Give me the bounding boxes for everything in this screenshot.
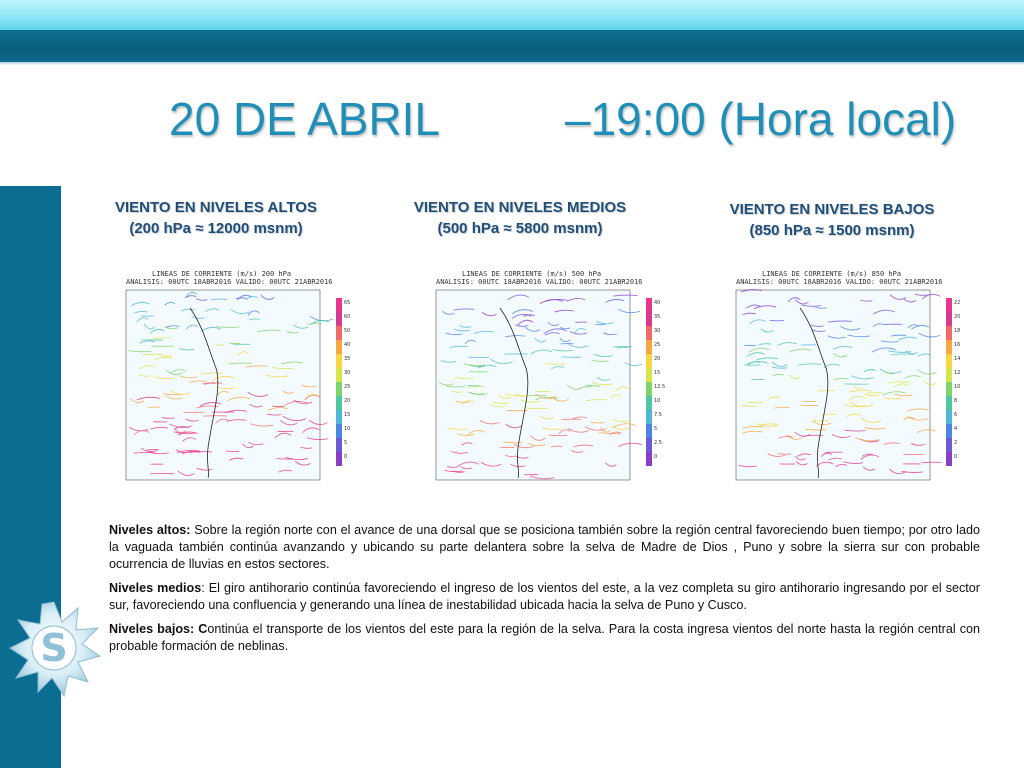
map-frame bbox=[736, 290, 930, 480]
paragraph-high-text: Sobre la región norte con el avance de una dorsal que se posiciona también sobre la región central favoreciendo buen tiempo; por otro lado la vaguada también continúa avanzando y ubicando su parte delantera sobre la selva de Madre de Dios , Puno y sobre la sierra sur con probable ocurrencia de lluvias en estos sectores. bbox=[109, 523, 980, 571]
colorbar-segment bbox=[946, 326, 952, 340]
colorbar-segment bbox=[336, 298, 342, 312]
colorbar-segment bbox=[336, 312, 342, 326]
colorbar-label: 20 bbox=[344, 398, 351, 404]
colorbar-segment bbox=[336, 452, 342, 466]
panel-heading-low-line1: VIENTO EN NIVELES BAJOS bbox=[729, 201, 935, 218]
colorbar-label: 0 bbox=[344, 454, 348, 460]
streamline-plot bbox=[422, 268, 666, 490]
colorbar-label: 5 bbox=[654, 426, 658, 432]
colorbar-label: 20 bbox=[954, 314, 961, 320]
colorbar-label: 40 bbox=[654, 300, 661, 306]
colorbar-label: 15 bbox=[344, 412, 351, 418]
streamline-map-850hpa bbox=[722, 268, 962, 490]
colorbar-label: 4 bbox=[954, 426, 958, 432]
colorbar-label: 30 bbox=[344, 370, 351, 376]
colorbar-label: 30 bbox=[654, 328, 661, 334]
colorbar-label: 16 bbox=[954, 342, 961, 348]
paragraph-low-text: ontinúa el transporte de los vientos del este para la región de la selva. Para la costa ingresa vientos del norte hasta la región central con probable formación de neblinas. bbox=[109, 622, 980, 653]
colorbar-segment bbox=[646, 382, 652, 396]
streamline bbox=[229, 343, 239, 344]
streamline-plot bbox=[722, 268, 962, 490]
colorbar-segment bbox=[646, 410, 652, 424]
svg-text:S: S bbox=[40, 626, 68, 670]
colorbar-segment bbox=[336, 340, 342, 354]
streamline bbox=[778, 454, 792, 455]
colorbar-segment bbox=[646, 354, 652, 368]
colorbar-label: 65 bbox=[344, 300, 351, 306]
colorbar-segment bbox=[646, 298, 652, 312]
map-caption-analysis: ANALISIS: 00UTC 18ABR2016 VALIDO: 00UTC 21ABR2016 bbox=[126, 278, 333, 286]
colorbar-label: 10 bbox=[954, 384, 961, 390]
colorbar-segment bbox=[646, 452, 652, 466]
colorbar-segment bbox=[336, 410, 342, 424]
colorbar-label: 10 bbox=[654, 398, 661, 404]
colorbar-segment bbox=[646, 326, 652, 340]
colorbar-segment bbox=[646, 312, 652, 326]
map-caption-title: LINEAS DE CORRIENTE (m/s) 500 hPa bbox=[462, 270, 602, 278]
colorbar-segment bbox=[336, 438, 342, 452]
colorbar-segment bbox=[336, 326, 342, 340]
colorbar-segment bbox=[946, 298, 952, 312]
colorbar-segment bbox=[646, 424, 652, 438]
map-frame bbox=[436, 290, 630, 480]
colorbar-segment bbox=[336, 368, 342, 382]
map-frame bbox=[126, 290, 320, 480]
analysis-text bbox=[109, 522, 980, 662]
colorbar-label: 20 bbox=[654, 356, 661, 362]
colorbar-label: 2.5 bbox=[654, 440, 662, 446]
colorbar-segment bbox=[646, 340, 652, 354]
streamline bbox=[203, 416, 227, 417]
colorbar-label: 18 bbox=[954, 328, 961, 334]
title-date: 20 DE ABRIL bbox=[169, 93, 441, 145]
colorbar-segment bbox=[946, 438, 952, 452]
top-band-dark bbox=[0, 30, 1024, 62]
colorbar-label: 25 bbox=[344, 384, 351, 390]
colorbar-segment bbox=[646, 396, 652, 410]
colorbar-segment bbox=[946, 382, 952, 396]
colorbar-segment bbox=[336, 424, 342, 438]
colorbar-segment bbox=[646, 438, 652, 452]
panel-heading-mid bbox=[395, 197, 645, 239]
map-caption-title: LINEAS DE CORRIENTE (m/s) 850 hPa bbox=[762, 270, 902, 278]
paragraph-mid-text: : El giro antihorario continúa favoreciendo el ingreso de los vientos del este, a la vez completa su giro antihorario ingresando por el sector sur, favoreciendo una confluencia y generando una línea de inestabilidad ubicada hacia la selva de Puno y Cusco. bbox=[109, 581, 980, 612]
panel-heading-high-line1: VIENTO EN NIVELES ALTOS bbox=[115, 199, 317, 216]
colorbar-segment bbox=[946, 410, 952, 424]
colorbar-label: 14 bbox=[954, 356, 961, 362]
panel-heading-high-line2: (200 hPa ≈ 12000 msnm) bbox=[129, 220, 303, 237]
map-caption-analysis: ANALISIS: 00UTC 18ABR2016 VALIDO: 00UTC 21ABR2016 bbox=[436, 278, 643, 286]
colorbar-label: 0 bbox=[654, 454, 658, 460]
colorbar-segment bbox=[946, 312, 952, 326]
colorbar-label: 12 bbox=[954, 370, 961, 376]
colorbar-label: 2 bbox=[954, 440, 958, 446]
colorbar-label: 7.5 bbox=[654, 412, 662, 418]
streamline-plot bbox=[112, 268, 352, 490]
streamline-map-200hpa bbox=[112, 268, 352, 490]
colorbar-label: 6 bbox=[954, 412, 958, 418]
paragraph-high-label: Niveles altos: bbox=[109, 523, 191, 537]
colorbar-segment bbox=[946, 354, 952, 368]
paragraph-low-levels bbox=[109, 621, 980, 655]
colorbar-label: 0 bbox=[954, 454, 958, 460]
panel-heading-low-line2: (850 hPa ≈ 1500 msnm) bbox=[749, 222, 915, 239]
colorbar-label: 10 bbox=[344, 426, 351, 432]
colorbar-label: 8 bbox=[954, 398, 958, 404]
colorbar-label: 35 bbox=[344, 356, 351, 362]
colorbar-label: 22 bbox=[954, 300, 961, 306]
sun-logo-icon bbox=[10, 598, 106, 698]
map-caption-analysis: ANALISIS: 00UTC 18ABR2016 VALIDO: 00UTC 21ABR2016 bbox=[736, 278, 943, 286]
colorbar-label: 50 bbox=[344, 328, 351, 334]
colorbar-segment bbox=[946, 368, 952, 382]
paragraph-high-levels bbox=[109, 522, 980, 573]
colorbar-label: 12.5 bbox=[654, 384, 666, 390]
colorbar-segment bbox=[646, 368, 652, 382]
colorbar-label: 35 bbox=[654, 314, 661, 320]
colorbar-segment bbox=[946, 424, 952, 438]
colorbar-label: 15 bbox=[654, 370, 661, 376]
colorbar-label: 40 bbox=[344, 342, 351, 348]
colorbar-label: 60 bbox=[344, 314, 351, 320]
top-band-light bbox=[0, 0, 1024, 30]
panel-heading-high bbox=[96, 197, 336, 239]
streamline bbox=[562, 357, 582, 358]
colorbar-segment bbox=[946, 452, 952, 466]
colorbar-segment bbox=[336, 396, 342, 410]
colorbar-label: 25 bbox=[654, 342, 661, 348]
colorbar-segment bbox=[336, 382, 342, 396]
panel-heading-low bbox=[712, 199, 952, 241]
paragraph-mid-levels bbox=[109, 580, 980, 614]
map-caption-title: LINEAS DE CORRIENTE (m/s) 200 hPa bbox=[152, 270, 292, 278]
colorbar-segment bbox=[946, 340, 952, 354]
paragraph-low-label: Niveles bajos: C bbox=[109, 622, 208, 636]
colorbar-label: 5 bbox=[344, 440, 348, 446]
streamline-map-500hpa bbox=[422, 268, 666, 490]
colorbar-segment bbox=[336, 354, 342, 368]
panel-heading-mid-line1: VIENTO EN NIVELES MEDIOS bbox=[413, 199, 627, 216]
title-time: –19:00 (Hora local) bbox=[565, 93, 957, 145]
panel-heading-mid-line2: (500 hPa ≈ 5800 msnm) bbox=[437, 220, 603, 237]
colorbar-segment bbox=[946, 396, 952, 410]
paragraph-mid-label: Niveles medios bbox=[109, 581, 202, 595]
